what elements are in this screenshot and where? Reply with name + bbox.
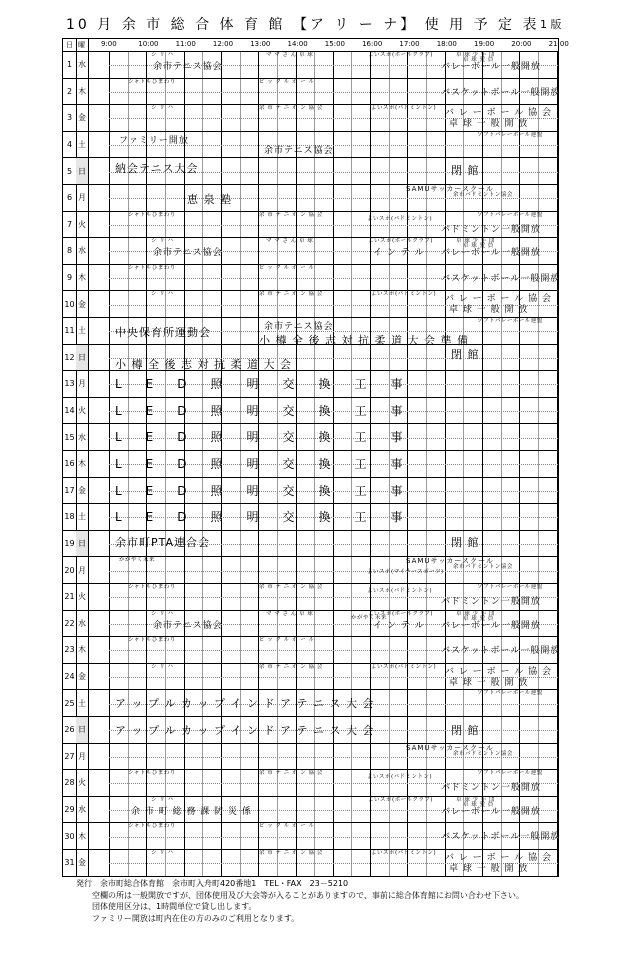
- day-number: 25: [64, 698, 75, 708]
- schedule-entry: よいスポ(バドミントン): [371, 663, 437, 670]
- day-number: 24: [64, 672, 75, 682]
- day-row: [63, 744, 558, 771]
- schedule-entry: 余市テニス協会: [153, 62, 223, 72]
- schedule-entry: シ リ ハ: [151, 850, 174, 856]
- day-of-week: 水: [78, 618, 86, 628]
- footer-note: 団体使用区分は、1時間単位で貸し出します。: [92, 902, 257, 911]
- publisher-line: 発行 余市町総合体育館 余市町入舟町420番地1 TEL・FAX 23－5210: [76, 879, 349, 888]
- day-row: [63, 158, 558, 185]
- time-header-label: 15:00: [324, 40, 345, 48]
- day-row: [63, 185, 558, 212]
- schedule-entry: シ リ ハ: [151, 291, 174, 298]
- schedule-entry: かがやく未来: [119, 557, 156, 564]
- time-header-label: 12:00: [212, 40, 234, 48]
- schedule-entry: バ レ ー ボ ー ル 協 会: [445, 666, 553, 677]
- day-number: 8: [66, 246, 73, 256]
- time-header-label: 19:00: [474, 40, 495, 48]
- schedule-entry: ピ ッ ク ル ボ ー ル: [259, 78, 315, 85]
- day-of-week: 木: [78, 86, 86, 96]
- schedule-entry: 余 市 テ ニ ホ ン 協 会: [259, 850, 323, 856]
- day-row: [63, 78, 561, 106]
- schedule-entry: バレーボール一般開放: [441, 248, 541, 259]
- schedule-entry: 卓 球 少 年 団: [456, 610, 495, 617]
- day-number: 3: [66, 113, 73, 123]
- schedule-entry: よいスポ(バドミントン): [371, 291, 437, 298]
- schedule-entry: よいスポ(バドミントン): [367, 215, 433, 222]
- schedule-entry: 中央保育所運動会: [115, 326, 211, 339]
- day-of-week: 火: [78, 406, 86, 416]
- day-row: [63, 557, 558, 584]
- schedule-entry: L E D 照 明 交 換 工 事: [115, 510, 403, 525]
- day-row: [63, 611, 558, 638]
- day-number: 29: [64, 805, 75, 815]
- day-row: [63, 264, 561, 292]
- day-of-week: 月: [78, 193, 86, 203]
- day-row: [63, 584, 558, 611]
- day-row: [63, 238, 558, 265]
- schedule-entry: ファミリー開放: [119, 135, 189, 146]
- schedule-entry: ア ッ プ ル カ ッ プ イ ン ド ア テ ニ ス 大 会: [115, 697, 375, 711]
- day-row: [63, 451, 558, 478]
- schedule-entry: バドミントン一般開放: [441, 783, 541, 794]
- schedule-entry: 恵 泉 塾: [187, 193, 232, 206]
- day-of-week: 金: [78, 672, 86, 682]
- day-row: [63, 132, 558, 159]
- footer-note: ファミリー開放は町内在住の方のみのご利用となります。: [92, 913, 300, 923]
- schedule-entry: よいスポ(ボールクラブ): [368, 610, 434, 617]
- footer: [76, 878, 524, 924]
- time-header: [63, 39, 569, 52]
- schedule-entry: 閉 館: [451, 535, 480, 549]
- schedule-entry: 卓 球 一 般 開 放: [449, 677, 529, 688]
- day-number: 5: [66, 166, 73, 176]
- day-row: [63, 212, 558, 239]
- day-of-week: 水: [78, 432, 86, 442]
- schedule-entry: シ リ ハ: [151, 663, 174, 670]
- day-row: [63, 424, 558, 451]
- day-number: 27: [64, 751, 75, 761]
- day-of-week: 火: [78, 778, 86, 788]
- schedule-entry: イ ン テ ル: [373, 620, 425, 631]
- day-of-week: 火: [78, 592, 86, 602]
- schedule-entry: 卓 球 少 年 団: [456, 238, 495, 245]
- day-number: 14: [64, 406, 75, 416]
- schedule-entry: よいスポ(ボールクラブ): [368, 796, 434, 803]
- schedule-entry: SAMUサッカースクール: [406, 557, 494, 566]
- day-of-week: 月: [78, 379, 86, 389]
- schedule-entry: バスケットボール一般開放: [441, 646, 561, 657]
- schedule-entry: 閉 館: [451, 164, 480, 178]
- schedule-entry: L E D 照 明 交 換 工 事: [115, 430, 403, 445]
- schedule-entry: シャトルひまわり: [128, 637, 176, 644]
- schedule-entry: 閉 館: [451, 724, 480, 737]
- time-header-label: 10:00: [138, 40, 159, 48]
- day-row: [63, 291, 558, 318]
- day-of-week: 木: [78, 645, 86, 655]
- schedule-entry: 卓 球 一 般 開 放: [449, 119, 529, 130]
- schedule-entry: ア ッ プ ル カ ッ プ イ ン ド ア テ ニ ス 大 会: [115, 724, 375, 737]
- schedule-entry: 余 市 テ ニ ホ ン 協 会: [259, 291, 323, 298]
- schedule-entry: バスケットボール一般開放: [441, 832, 561, 843]
- day-row: [63, 717, 558, 744]
- day-of-week: 金: [78, 113, 86, 123]
- schedule-entry: シャトルひまわり: [128, 770, 176, 777]
- schedule-entry: 余市テニス協会: [264, 145, 334, 156]
- day-of-week: 土: [78, 512, 86, 522]
- schedule-entry: バレーボール一般開放: [441, 62, 541, 72]
- day-number: 23: [64, 645, 75, 655]
- time-header-label: 13:00: [250, 40, 271, 48]
- schedule-entry: 余 市 テ ニ ホ ン 協 会: [259, 770, 323, 777]
- schedule-entry: バ レ ー ボ ー ル 協 会: [445, 294, 553, 305]
- schedule-entry: よいスポ(バドミントン): [367, 774, 433, 781]
- schedule-entry: ピ ッ ク ル ボ ー ル: [259, 264, 315, 271]
- time-header-label: 14:00: [287, 40, 308, 48]
- schedule-entry: 余 市 町 総 務 課 防 災 係: [131, 806, 252, 817]
- day-of-week: 月: [78, 751, 86, 761]
- schedule-entry: バ レ ー ボ ー ル 協 会: [445, 853, 553, 863]
- day-of-week: 金: [78, 858, 86, 868]
- schedule-entry: 余市テニス協会: [153, 248, 223, 259]
- day-row: [63, 398, 558, 425]
- schedule-entry: ソフトバレーボール連盟: [477, 690, 543, 697]
- day-number: 15: [64, 432, 75, 442]
- time-header-label: 18:00: [436, 40, 457, 48]
- day-number: 17: [64, 485, 75, 495]
- schedule-entry: L E D 照 明 交 換 工 事: [115, 457, 403, 471]
- schedule-entry: ピ ッ ク ル ボ ー ル: [259, 637, 315, 644]
- schedule-entry: 余 市 テ ニ ホ ン 協 会: [259, 584, 323, 590]
- day-of-week: 水: [78, 60, 86, 70]
- schedule-entry: 小 樽 全 後 志 対 抗 柔 道 大 会: [115, 357, 292, 371]
- day-number: 6: [66, 193, 73, 203]
- day-of-week: 土: [78, 326, 86, 336]
- schedule-entry: シャトルひまわり: [128, 264, 176, 271]
- day-number: 28: [64, 778, 75, 788]
- day-of-week: 日: [76, 531, 88, 557]
- schedule-entry: 閉 館: [451, 347, 480, 361]
- schedule-entry: バスケットボール一般開放: [441, 273, 561, 284]
- schedule-entry: よいスポ(バドミントン): [371, 105, 437, 112]
- schedule-entry: 卓 球 一 般 開 放: [449, 864, 529, 874]
- time-header-label: 9:00: [101, 40, 117, 48]
- schedule-entry: よいスポ(バドミントン): [367, 588, 433, 594]
- schedule-entry: よいスポ(ボールクラブ): [368, 238, 434, 245]
- schedule-entry: シャトルひまわり: [128, 211, 176, 218]
- day-number: 18: [64, 512, 75, 522]
- schedule-entry: シ リ ハ: [151, 610, 174, 617]
- schedule-entry: 余市テニス協会: [264, 322, 334, 332]
- day-column-header: 日: [66, 41, 73, 49]
- day-of-week: 木: [78, 459, 86, 469]
- day-number: 19: [64, 539, 75, 549]
- day-of-week: 日: [76, 158, 88, 184]
- day-row: [63, 664, 558, 691]
- schedule-entry: シ リ ハ: [151, 796, 174, 803]
- day-number: 21: [64, 592, 75, 602]
- time-header-label: 16:00: [362, 40, 383, 48]
- day-number: 7: [66, 219, 73, 229]
- schedule-entry: ソフトバレーボール連盟: [477, 211, 543, 218]
- day-number: 12: [64, 352, 75, 362]
- schedule-entry: よいスポ(バドミントン): [371, 850, 437, 856]
- day-of-week: 木: [78, 273, 86, 283]
- day-row: [63, 531, 558, 558]
- schedule-entry: シ リ ハ: [151, 238, 174, 245]
- schedule-entry: バドミントン一般開放: [441, 597, 541, 607]
- schedule-entry: ソフトバレーボール連盟: [477, 131, 543, 138]
- schedule-entry: バスケットボール一般開放: [441, 87, 561, 98]
- schedule-entry: バドミントン一般開放: [441, 224, 541, 235]
- day-number: 31: [64, 858, 75, 868]
- schedule-entry: 卓 球 愛 員: [463, 615, 494, 622]
- schedule-entry: マ マ さ ん 卓 球: [266, 610, 314, 617]
- schedule-entry: 余 市 テ ニ ホ ン 協 会: [259, 105, 323, 112]
- day-of-week: 水: [78, 246, 86, 256]
- schedule-table: [62, 38, 569, 877]
- time-header-label: 21:00: [548, 40, 569, 48]
- schedule-entry: SAMUサッカースクール: [406, 185, 494, 193]
- day-of-week: 日: [76, 717, 88, 743]
- day-number: 20: [64, 565, 75, 575]
- schedule-entry: L E D 照 明 交 換 工 事: [115, 377, 403, 392]
- schedule-entry: よいスポ(マイナースポーツ): [367, 569, 444, 576]
- day-number: 26: [64, 725, 75, 735]
- day-of-week: 水: [78, 805, 86, 815]
- day-number: 22: [64, 618, 75, 628]
- day-number: 2: [66, 86, 73, 96]
- day-of-week: 土: [78, 140, 86, 150]
- day-row: [63, 105, 558, 132]
- day-row: [63, 478, 558, 505]
- schedule-entry: 卓 球 少 年 団: [456, 52, 495, 58]
- footer-note: 空欄の所は一般開放ですが、団体使用及び大会等が入ることがありますので、事前に総合体育館にお問い合わせ下さい。: [92, 890, 524, 900]
- schedule-entry: マ マ さ ん 卓 球: [266, 238, 314, 245]
- schedule-entry: 余 市 テ ニ ホ ン 協 会: [259, 211, 323, 218]
- schedule-entry: シ リ ハ: [151, 105, 174, 112]
- schedule-entry: シャトルひまわり: [128, 78, 176, 85]
- schedule-entry: 卓 球 愛 員: [463, 57, 494, 63]
- day-row: [63, 371, 558, 398]
- day-row: [63, 850, 558, 877]
- day-row: [63, 345, 558, 372]
- schedule-entry: 小 樽 全 後 志 対 抗 柔 道 大 会 準 備: [259, 334, 469, 347]
- page-title: 10 月 余 市 総 合 体 育 館 【ア リ ー ナ】 使 用 予 定 表: [66, 17, 540, 33]
- schedule-entry: 余市バドミントン協会: [453, 192, 513, 198]
- day-number: 13: [64, 379, 75, 389]
- day-number: 9: [66, 273, 73, 283]
- time-header-label: 11:00: [175, 40, 196, 48]
- schedule-entry: 卓 球 一 般 開 放: [449, 305, 529, 316]
- schedule-entry: イ ン テ ル: [373, 248, 425, 259]
- schedule-entry: よいスポ(ボールクラブ): [368, 52, 434, 58]
- schedule-entry: シャトルひまわり: [128, 823, 176, 830]
- day-of-week: 金: [78, 299, 86, 309]
- dow-column-header: 曜: [78, 41, 85, 49]
- schedule-entry: ソフトバレーボール連盟: [477, 770, 543, 777]
- schedule-entry: L E D 照 明 交 換 工 事: [115, 403, 403, 418]
- day-of-week: 土: [78, 698, 86, 708]
- time-header-label: 17:00: [399, 40, 420, 48]
- day-of-week: 木: [78, 831, 86, 841]
- schedule-entry: マ マ さ ん 卓 球: [266, 52, 314, 58]
- day-of-week: 火: [78, 219, 86, 229]
- schedule-entry: 卓 球 愛 員: [463, 243, 494, 250]
- schedule-entry: 納会テニス大会: [115, 162, 199, 176]
- schedule-entry: 余市バドミントン協会: [453, 750, 513, 757]
- day-row: [63, 690, 558, 717]
- schedule-entry: 余 市 テ ニ ホ ン 協 会: [259, 663, 323, 670]
- schedule-entry: 卓 球 少 年 団: [456, 796, 495, 803]
- schedule-entry: かがやく未来: [351, 614, 388, 621]
- schedule-entry: 余市テニス協会: [153, 620, 223, 631]
- time-header-label: 20:00: [511, 40, 532, 48]
- day-row: [63, 637, 561, 664]
- schedule-entry: ピ ッ ク ル ボ ー ル: [259, 823, 315, 830]
- day-number: 10: [64, 299, 75, 309]
- day-number: 1: [66, 60, 73, 70]
- day-of-week: 日: [76, 345, 88, 371]
- day-row: [63, 823, 561, 850]
- day-number: 16: [64, 459, 75, 469]
- edition-label: 1 版: [540, 18, 562, 31]
- day-number: 4: [66, 140, 73, 150]
- schedule-entry: バレーボール一般開放: [441, 620, 541, 631]
- day-number: 11: [64, 326, 75, 336]
- schedule-entry: L E D 照 明 交 換 工 事: [115, 483, 403, 498]
- schedule-entry: シャトルひまわり: [128, 584, 176, 590]
- schedule-entry: SAMUサッカースクール: [406, 743, 494, 752]
- day-row: [63, 770, 558, 797]
- day-number: 30: [64, 831, 75, 841]
- day-row: [63, 52, 558, 79]
- day-of-week: 金: [78, 485, 86, 495]
- day-row: [63, 504, 558, 531]
- schedule-entry: 余市バドミントン協会: [453, 564, 513, 571]
- schedule-entry: ソフトバレーボール連盟: [477, 318, 543, 324]
- day-row: [63, 797, 558, 824]
- day-row: [63, 318, 558, 345]
- schedule-entry: 卓 球 愛 員: [463, 801, 494, 808]
- schedule-entry: シ リ ハ: [151, 52, 174, 58]
- schedule-entry: ソフトバレーボール連盟: [477, 584, 543, 590]
- schedule-entry: バレーボール一般開放: [441, 806, 541, 817]
- day-of-week: 月: [78, 565, 86, 575]
- schedule-entry: バ レ ー ボ ー ル 協 会: [445, 108, 553, 119]
- schedule-entry: 余市町PTA連合会: [115, 535, 211, 549]
